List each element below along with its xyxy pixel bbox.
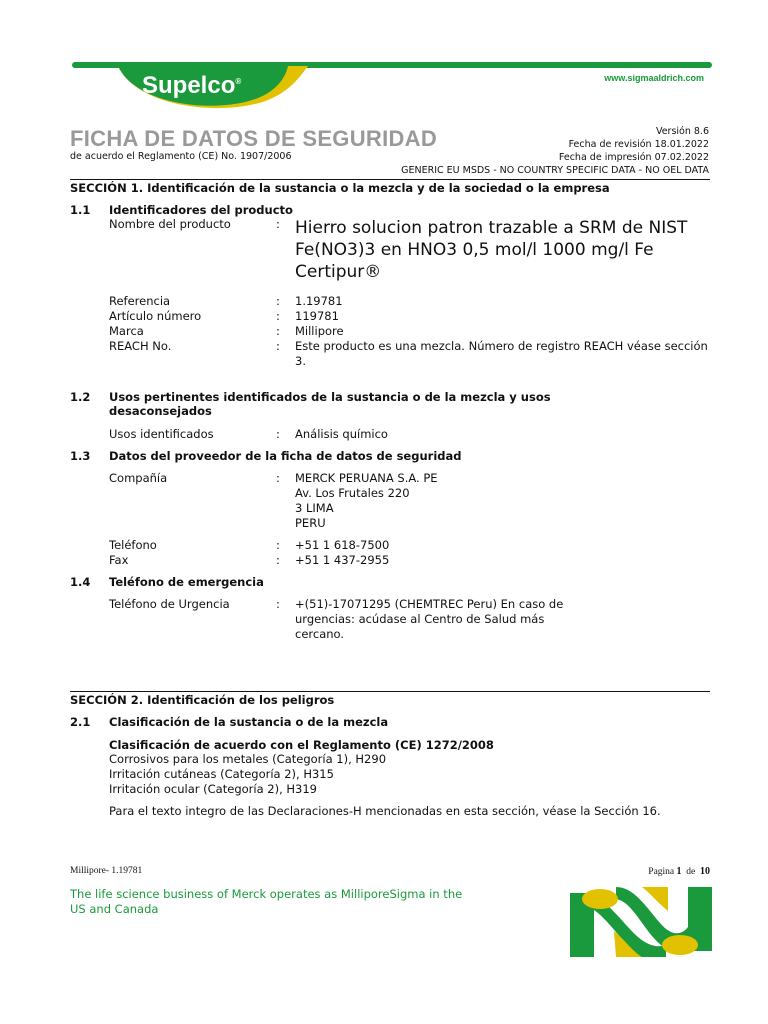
page-title: FICHA DE DATOS DE SEGURIDAD [70,126,438,151]
classification-item: Corrosivos para los metales (Categoría 1), H290 [109,752,387,766]
print-date: Fecha de impresión 07.02.2022 [558,152,709,163]
version: Versión 8.6 [655,126,709,137]
colon: : [276,324,280,338]
classification-title: Clasificación de acuerdo con el Reglamento (CE) 1272/2008 [109,738,494,752]
s21-title: Clasificación de la sustancia o de la mezcla [109,715,389,729]
s14-number: 1.4 [70,575,91,589]
colon: : [276,294,280,308]
brand-value: Millipore [295,324,344,338]
merck-statement: The life science business of Merck operates as MilliporeSigma in the US and Canada [70,887,463,916]
section1-heading: SECCIÓN 1. Identificación de la sustancia o la mezcla y de la sociedad o la empresa [70,181,610,195]
colon: : [276,553,280,567]
reach-label: REACH No. [109,339,172,353]
uses-value: Análisis químico [295,427,388,441]
revision-date: Fecha de revisión 18.01.2022 [568,139,709,150]
fax-label: Fax [109,553,129,567]
colon: : [276,339,280,353]
reference-label: Referencia [109,294,171,308]
section2-divider [70,691,710,692]
section1-divider [70,179,710,180]
colon: : [276,217,280,231]
page-total: 10 [700,866,710,877]
company-address [295,471,715,531]
merck-logo [570,887,712,957]
classification-item: Irritación cutáneas (Categoría 2), H315 [109,767,334,781]
colon: : [276,597,280,611]
colon: : [276,309,280,323]
emergency-value: +(51)-17071295 (CHEMTREC Peru) En caso de urgencias: acúdase al Centro de Salud más cercano. [295,597,564,641]
company-line: PERU [295,516,326,530]
classification-list [109,752,709,797]
of-word: de [686,867,696,877]
section2-heading: SECCIÓN 2. Identificación de los peligros [70,693,335,707]
s13-title: Datos del proveedor de la ficha de datos de seguridad [109,449,462,463]
fax-value: +51 1 437-2955 [295,553,390,567]
regulation-subtitle: de acuerdo el Reglamento (CE) No. 1907/2006 [70,151,292,162]
brand-label: Marca [109,324,144,338]
footer-doc-ref: Millipore- 1.19781 [70,866,143,876]
colon: : [276,471,280,485]
colon: : [276,427,280,441]
phone-label: Teléfono [109,538,157,552]
colon: : [276,538,280,552]
s21-number: 2.1 [70,715,91,729]
reach-value: Este producto es una mezcla. Número de registro REACH véase sección 3. [295,339,708,368]
s13-number: 1.3 [70,449,91,463]
product-name: Hierro solucion patron trazable a SRM de NIST Fe(NO3)3 en HNO3 0,5 mol/l 1000 mg/l Fe Certipur® [295,218,688,282]
page-indicator [648,866,710,877]
msds-note: GENERIC EU MSDS - NO COUNTRY SPECIFIC DATA - NO OEL DATA [401,165,709,176]
s11-title: Identificadores del producto [109,203,293,217]
h-statements-note: Para el texto integro de las Declaraciones-H mencionadas en esta sección, véase la Sección 16. [109,804,661,818]
company-line: Av. Los Frutales 220 [295,486,410,500]
s11-number: 1.1 [70,203,91,217]
company-line: 3 LIMA [295,501,334,515]
page-word: Pagina [648,867,675,877]
s12-title: Usos pertinentes identificados de la sustancia o de la mezcla y usos desaconsejados [109,390,551,418]
uses-label: Usos identificados [109,427,214,441]
page-number: 1 [676,866,682,877]
brand-logo: Supelco® [142,72,242,99]
company-label: Compañía [109,471,168,485]
product-name-label: Nombre del producto [109,217,231,231]
company-line: MERCK PERUANA S.A. PE [295,471,438,485]
phone-value[interactable]: +51 1 618-7500 [295,538,390,552]
s14-title: Teléfono de emergencia [109,575,264,589]
s12-number: 1.2 [70,390,91,404]
classification-item: Irritación ocular (Categoría 2), H319 [109,782,317,796]
article-value: 119781 [295,309,339,323]
document-meta [401,125,709,177]
emergency-label: Teléfono de Urgencia [109,597,230,611]
website-url[interactable]: www.sigmaaldrich.com [604,73,704,83]
article-label: Artículo número [109,309,202,323]
reference-value: 1.19781 [295,294,343,308]
